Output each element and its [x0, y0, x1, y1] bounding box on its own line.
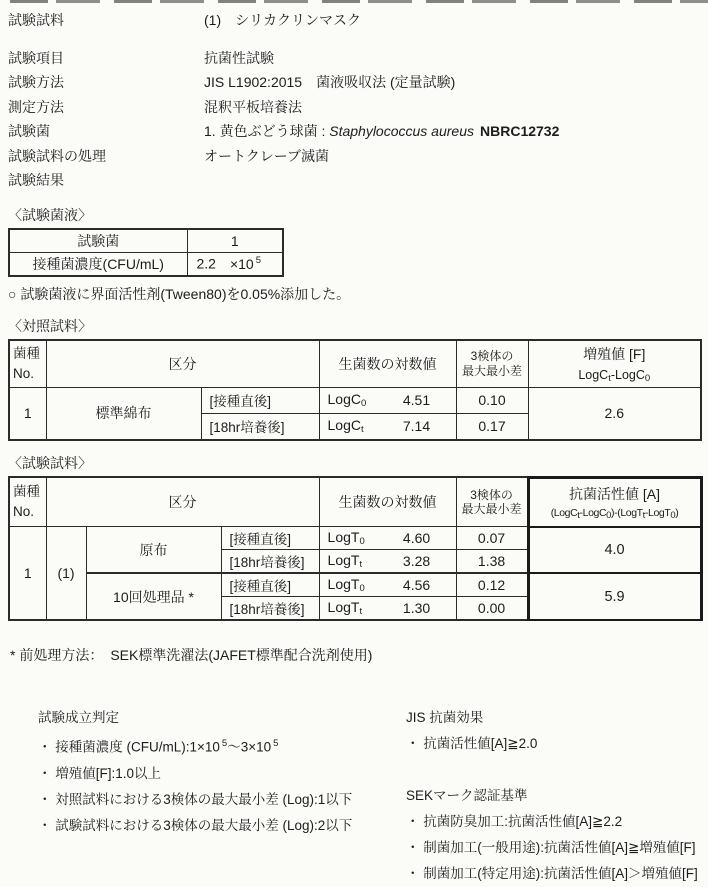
activity-value: 5.9	[528, 573, 701, 620]
inoculum-bacteria-label: 試験菌	[9, 229, 187, 253]
log-value: 7.14	[402, 418, 431, 434]
max-min-diff-value: 0.12	[456, 573, 528, 597]
log-symbol: LogT$_t$	[327, 552, 363, 570]
log-value-cell	[319, 550, 456, 574]
conc-base: ×10	[229, 255, 254, 272]
table-row	[9, 229, 283, 253]
test-bacteria-no: 1	[9, 527, 46, 621]
timing-label: [18hr培養後]	[221, 550, 319, 574]
criteria-item: ・ 増殖値[F]:1.0以上	[38, 765, 162, 781]
header-category: 区分	[46, 340, 319, 388]
field-value: オートクレーブ滅菌	[204, 147, 330, 164]
timing-label: [接種直後]	[201, 387, 319, 413]
inoculum-concentration-value	[187, 252, 283, 276]
report-header-fields	[8, 8, 700, 193]
field-measure-method	[8, 95, 700, 120]
control-bacteria-no: 1	[9, 387, 46, 440]
growth-value: 2.6	[528, 387, 701, 440]
log-value: 4.51	[402, 392, 431, 408]
header-bacteria-no: 菌種 No.	[9, 340, 46, 388]
log-value-cell	[319, 527, 456, 550]
log-value: 3.28	[402, 553, 431, 569]
conc-coefficient: 2.2	[196, 255, 216, 272]
field-label: 試験試料の処理	[8, 147, 106, 164]
tween-note: ○ 試験菌液に界面活性剤(Tween80)を0.05%添加した。	[8, 285, 351, 302]
max-min-diff-value: 0.10	[456, 387, 528, 413]
field-label: 測定方法	[8, 98, 64, 115]
timing-label: [接種直後]	[221, 573, 319, 597]
log-value: 1.30	[402, 600, 431, 616]
header-log-value: 生菌数の対数値	[319, 477, 456, 527]
max-min-diff-value: 0.07	[456, 527, 528, 550]
criteria-item: ・ 試験試料における3検体の最大最小差 (Log):2以下	[38, 817, 353, 833]
field-value: JIS L1902:2015 菌液吸収法 (定量試験)	[204, 74, 456, 90]
timing-label: [18hr培養後]	[221, 597, 319, 621]
inoculum-table	[8, 228, 284, 277]
header-max-min-diff: 3検体の 最大最小差	[456, 477, 528, 527]
test-sample-table	[8, 476, 703, 622]
test-sample-no: (1)	[46, 527, 86, 621]
section-title-inoculum: 〈試験菌液〉	[8, 206, 92, 223]
growth-formula: LogC$_t$-LogC$_0$	[578, 367, 651, 384]
log-symbol: LogC$_t$	[327, 417, 364, 435]
log-value: 4.56	[402, 577, 431, 593]
pretreatment-footnote: * 前処理方法： SEK標準洗濯法(JAFET標準配合洗剤使用)	[10, 647, 373, 663]
group-name: 原布	[86, 527, 221, 574]
table-header-row	[9, 477, 701, 527]
header-antibacterial-activity: 抗菌活性値 [A] (LogC$_t$-LogC$_0$)-(LogT$_t$-LogT$_0$)	[528, 477, 701, 527]
field-test-sample	[8, 8, 700, 33]
log-value-cell	[319, 413, 456, 440]
field-value	[204, 119, 559, 144]
group-name: 10回処理品 *	[86, 573, 221, 620]
activity-formula: (LogC$_t$-LogC$_0$)-(LogT$_t$-LogT$_0$)	[550, 506, 679, 521]
log-symbol: LogT$_0$	[327, 529, 365, 547]
activity-value: 4.0	[528, 527, 701, 574]
field-value: 抗菌性試験	[204, 49, 274, 66]
header-growth-value: 増殖値 [F] LogC$_t$-LogC$_0$	[528, 340, 701, 388]
bacteria-strain-code: NBRC12732	[480, 123, 560, 139]
log-symbol: LogT$_t$	[327, 599, 363, 617]
field-test-bacteria	[8, 119, 700, 144]
sek-item: ・ 制菌加工(一般用途):抗菌活性値[A]≧増殖値[F]	[406, 840, 696, 855]
table-row	[9, 252, 283, 276]
field-test-result	[8, 168, 700, 193]
header-category: 区分	[46, 477, 319, 527]
log-value-cell	[319, 573, 456, 597]
sek-title: SEKマーク認証基準	[406, 788, 528, 803]
field-label: 試験菌	[8, 123, 50, 139]
table-row	[9, 527, 701, 550]
field-label: 試験結果	[8, 172, 64, 188]
header-max-min-diff: 3検体の 最大最小差	[456, 340, 528, 388]
field-label: 試験方法	[8, 74, 64, 90]
max-min-diff-value: 1.38	[456, 550, 528, 574]
field-label: 試験試料	[8, 12, 64, 28]
section-title-control: 〈対照試料〉	[8, 317, 92, 334]
table-header-row	[9, 340, 701, 388]
test-validity-criteria	[38, 705, 406, 887]
table-row	[9, 387, 701, 413]
field-value: 混釈平板培養法	[204, 98, 302, 115]
field-test-method	[8, 70, 700, 95]
field-label: 試験項目	[8, 49, 64, 66]
timing-label: [18hr培養後]	[201, 413, 319, 440]
field-value: (1) シリカクリンマスク	[204, 12, 361, 28]
max-min-diff-value: 0.00	[456, 597, 528, 621]
control-sample-name: 標準綿布	[46, 387, 201, 440]
criteria-title: 試験成立判定	[38, 710, 119, 725]
bacteria-species-name: Staphylococcus aureus	[329, 123, 474, 139]
jis-title: JIS 抗菌効果	[406, 710, 484, 725]
jis-sek-criteria	[406, 705, 700, 887]
conc-exponent: 5	[255, 255, 262, 267]
control-sample-table	[8, 339, 702, 441]
timing-label: [接種直後]	[221, 527, 319, 550]
header-log-value: 生菌数の対数値	[319, 340, 456, 388]
inoculum-concentration-label: 接種菌濃度(CFU/mL)	[9, 252, 187, 276]
bacteria-prefix: 1. 黄色ぶどう球菌 :	[204, 123, 330, 139]
criteria-section	[8, 705, 700, 887]
log-value-cell	[319, 387, 456, 413]
spacer	[406, 757, 700, 783]
max-min-diff-value: 0.17	[456, 413, 528, 440]
section-title-test-sample: 〈試験試料〉	[8, 454, 92, 471]
header-bacteria-no: 菌種 No.	[9, 477, 46, 527]
sek-item: ・ 制菌加工(特定用途):抗菌活性値[A]＞増殖値[F]	[406, 866, 698, 881]
table-row	[9, 573, 701, 597]
criteria-item: ・ 接種菌濃度 (CFU/mL):1×10 $^5$〜3×10 $^5$	[38, 738, 279, 755]
log-symbol: LogC$_0$	[327, 391, 367, 409]
field-test-item	[8, 46, 700, 71]
log-symbol: LogT$_0$	[327, 576, 365, 594]
scan-artifact-top	[10, 0, 708, 3]
sek-item: ・ 抗菌防臭加工:抗菌活性値[A]≧2.2	[406, 814, 623, 829]
field-sample-treatment	[8, 144, 700, 169]
log-value-cell	[319, 597, 456, 621]
criteria-item: ・ 対照試料における3検体の最大最小差 (Log):1以下	[38, 791, 353, 807]
jis-item: ・ 抗菌活性値[A]≧2.0	[406, 736, 538, 751]
log-value: 4.60	[402, 530, 431, 546]
inoculum-bacteria-no: 1	[187, 229, 283, 253]
